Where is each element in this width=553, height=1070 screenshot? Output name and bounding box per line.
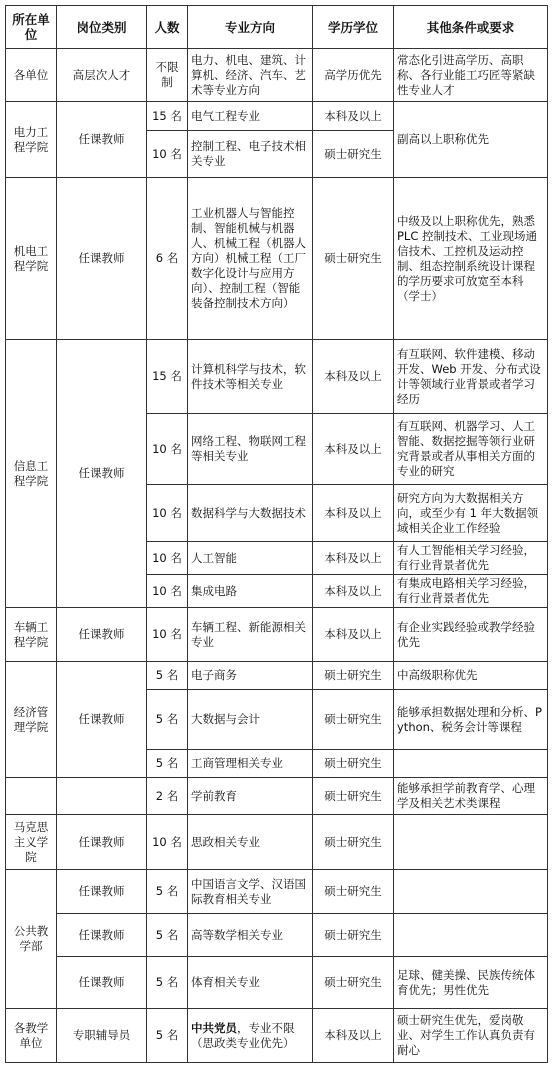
cell-post-type: 任课教师 (57, 870, 147, 914)
cell-other: 有企业实践经验或教学经验优先 (394, 608, 548, 662)
cell-count: 5 名 (147, 1009, 188, 1063)
header-major: 专业方向 (188, 6, 313, 49)
cell-degree: 本科及以上 (313, 1009, 394, 1063)
table-row (6, 815, 548, 870)
cell-other: 有互联网、机器学习、人工智能、数据挖掘等领行业研究背景或者从事相关方面的专业的研究 (394, 414, 548, 485)
cell-other: 中级及以上职称优先，熟悉 PLC 控制技术、工业现场通信技术、工控机及运动控制、组态控制系统设计课程的学历要求可放宽至本科（学士） (394, 178, 548, 340)
cell-major: 人工智能 (188, 542, 313, 575)
cell-other: 有人工智能相关学习经验，有行业背景者优先 (394, 542, 548, 575)
cell-count: 5 名 (147, 914, 188, 957)
cell-count: 5 名 (147, 750, 188, 778)
table-row (6, 49, 548, 102)
cell-post-type: 任课教师 (57, 102, 147, 178)
table-row (6, 778, 548, 815)
cell-major: 控制工程、电子技术相关专业 (188, 131, 313, 178)
cell-major: 电子商务 (188, 662, 313, 690)
cell-other: 有集成电路相关学习经验，有行业背景者优先 (394, 575, 548, 608)
cell-other: 足球、健美操、民族传统体育优先；男性优先 (394, 957, 548, 1009)
cell-major: 集成电路 (188, 575, 313, 608)
cell-count: 6 名 (147, 178, 188, 340)
header-unit: 所在单位 (6, 6, 57, 49)
header-post-type: 岗位类别 (57, 6, 147, 49)
cell-degree: 硕士研究生 (313, 662, 394, 690)
cell-other (394, 750, 548, 778)
table-row (6, 340, 548, 414)
cell-count: 15 名 (147, 102, 188, 131)
cell-degree: 硕士研究生 (313, 131, 394, 178)
cell-major: 高等数学相关专业 (188, 914, 313, 957)
cell-other: 中高级职称优先 (394, 662, 548, 690)
header-degree: 学历学位 (313, 6, 394, 49)
header-count: 人数 (147, 6, 188, 49)
cell-degree: 硕士研究生 (313, 870, 394, 914)
cell-major: 工业机器人与智能控制、智能机械与机器人、机械工程（机器人方向）机械工程（工厂数字化设计与应用方向）、控制工程（智能装备控制技术方向） (188, 178, 313, 340)
cell-major: 车辆工程、新能源相关专业 (188, 608, 313, 662)
cell-major: 工商管理相关专业 (188, 750, 313, 778)
cell-degree: 本科及以上 (313, 414, 394, 485)
cell-count: 10 名 (147, 542, 188, 575)
cell-post-type: 任课教师 (57, 957, 147, 1009)
cell-other: 副高以上职称优先 (394, 102, 548, 178)
cell-post-type (57, 778, 147, 815)
cell-degree: 硕士研究生 (313, 178, 394, 340)
cell-post-type: 任课教师 (57, 178, 147, 340)
cell-other (394, 815, 548, 870)
header-other-requirements: 其他条件或要求 (394, 6, 548, 49)
cell-degree: 高学历优先 (313, 49, 394, 102)
cell-count: 5 名 (147, 870, 188, 914)
recruitment-table (5, 5, 548, 1063)
table-row (6, 1009, 548, 1063)
cell-degree: 硕士研究生 (313, 914, 394, 957)
table-row (6, 914, 548, 957)
cell-degree: 本科及以上 (313, 102, 394, 131)
cell-other (394, 914, 548, 957)
cell-count: 10 名 (147, 485, 188, 542)
cell-count: 10 名 (147, 575, 188, 608)
cell-degree: 硕士研究生 (313, 778, 394, 815)
table-row (6, 870, 548, 914)
cell-degree: 硕士研究生 (313, 750, 394, 778)
cell-unit: 信息工程学院 (6, 340, 57, 608)
cell-count: 10 名 (147, 608, 188, 662)
cell-post-type: 专职辅导员 (57, 1009, 147, 1063)
table-row (6, 662, 548, 690)
table-row (6, 957, 548, 1009)
cell-count: 10 名 (147, 815, 188, 870)
cell-major: 体育相关专业 (188, 957, 313, 1009)
cell-major: 计算机科学与技术，软件技术等相关专业 (188, 340, 313, 414)
cell-unit: 电力工程学院 (6, 102, 57, 178)
cell-count: 2 名 (147, 778, 188, 815)
cell-major: 网络工程、物联网工程等相关专业 (188, 414, 313, 485)
table-row (6, 608, 548, 662)
cell-other: 有互联网、软件建模、移动开发、Web 开发、分布式设计等领域行业背景或者学习经历 (394, 340, 548, 414)
cell-degree: 本科及以上 (313, 608, 394, 662)
cell-post-type: 任课教师 (57, 815, 147, 870)
cell-degree: 本科及以上 (313, 542, 394, 575)
cell-degree: 本科及以上 (313, 485, 394, 542)
cell-major-rest: ，专业不限（思政类专业优先） (191, 1020, 295, 1050)
cell-major: 数据科学与大数据技术 (188, 485, 313, 542)
cell-post-type: 任课教师 (57, 662, 147, 778)
cell-other (394, 870, 548, 914)
cell-unit: 机电工程学院 (6, 178, 57, 340)
cell-post-type: 任课教师 (57, 608, 147, 662)
cell-unit: 各单位 (6, 49, 57, 102)
cell-unit: 经济管理学院 (6, 662, 57, 778)
cell-major: 大数据与会计 (188, 690, 313, 750)
cell-unit: 马克思主义学院 (6, 815, 57, 870)
cell-count: 10 名 (147, 414, 188, 485)
cell-unit: 车辆工程学院 (6, 608, 57, 662)
cell-other: 常态化引进高学历、高职称、各行业能工巧匠等紧缺性专业人才 (394, 49, 548, 102)
cell-unit (6, 778, 57, 815)
cell-other: 研究方向为大数据相关方向，或至少有 1 年大数据领域相关企业工作经验 (394, 485, 548, 542)
cell-major: 思政相关专业 (188, 815, 313, 870)
cell-count: 5 名 (147, 690, 188, 750)
cell-other: 能够承担学前教育学、心理学及相关艺术类课程 (394, 778, 548, 815)
cell-count: 15 名 (147, 340, 188, 414)
recruitment-table-container (5, 5, 548, 1063)
cell-unit: 各教学单位 (6, 1009, 57, 1063)
cell-degree: 硕士研究生 (313, 690, 394, 750)
cell-major: 电气工程专业 (188, 102, 313, 131)
cell-major: 学前教育 (188, 778, 313, 815)
cell-major (188, 1009, 313, 1063)
cell-count: 5 名 (147, 957, 188, 1009)
cell-degree: 本科及以上 (313, 340, 394, 414)
cell-post-type: 任课教师 (57, 340, 147, 608)
cell-degree: 硕士研究生 (313, 957, 394, 1009)
party-member-label: 中共党员 (191, 1020, 237, 1035)
cell-major: 中国语言文学、汉语国际教育相关专业 (188, 870, 313, 914)
cell-count: 10 名 (147, 131, 188, 178)
cell-degree: 硕士研究生 (313, 815, 394, 870)
cell-degree: 本科及以上 (313, 575, 394, 608)
cell-post-type: 高层次人才 (57, 49, 147, 102)
cell-other: 能够承担数据处理和分析、Python、税务会计等课程 (394, 690, 548, 750)
cell-other: 硕士研究生优先，爱岗敬业、对学生工作认真负责有耐心 (394, 1009, 548, 1063)
table-row (6, 102, 548, 131)
cell-unit: 公共教学部 (6, 870, 57, 1009)
table-row (6, 178, 548, 340)
cell-post-type: 任课教师 (57, 914, 147, 957)
cell-major: 电力、机电、建筑、计算机、经济、汽车、艺术等专业方向 (188, 49, 313, 102)
cell-count: 5 名 (147, 662, 188, 690)
cell-count: 不限制 (147, 49, 188, 102)
header-row (6, 6, 548, 49)
